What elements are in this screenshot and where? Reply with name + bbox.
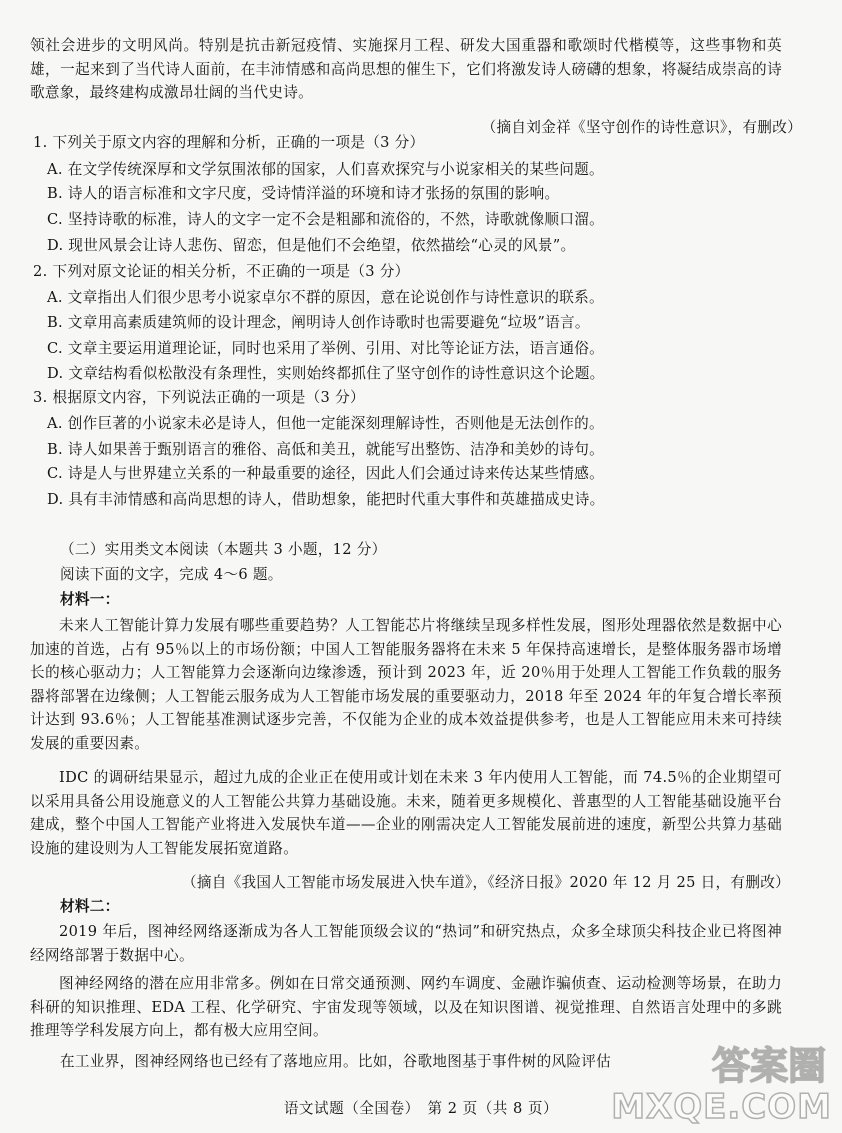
q1-stem: 1. 下列关于原文内容的理解和分析，正确的一项是（3 分） xyxy=(33,134,425,151)
q1-option-c: C. 坚持诗歌的标准，诗人的文字一定不会是粗鄙和流俗的，不然，诗歌就像顺口溜。 xyxy=(47,211,605,228)
q1-option-b: B. 诗人的语言标准和文字尺度，受诗情洋溢的环境和诗才张扬的氛围的影响。 xyxy=(47,185,560,202)
intro-source: （摘自刘金祥《坚守创作的诗性意识》，有删改） xyxy=(481,119,802,136)
material2-paragraph-2: 图神经网络的潜在应用非常多。例如在日常交通预测、网约车调度、金融诈骗侦查、运动检测等场景，在助力科研的知识推理、EDA 工程、化学研究、宇宙发现等领域，以及在知识图谱、视觉推理、自然语言处理中的多跳推理等学科发展方向上，都有极大应用空间。 xyxy=(30,975,782,1039)
q2-option-c: C. 文章主要运用道理论证，同时也采用了举例、引用、对比等论证方法，语言通俗。 xyxy=(47,340,605,357)
q1-option-a: A. 在文学传统深厚和文学氛围浓郁的国家，人们喜欢探究与小说家相关的某些问题。 xyxy=(47,161,604,178)
material1-source: （摘自《我国人工智能市场发展进入快车道》，《经济日报》2020 年 12 月 25 日，有删改） xyxy=(181,874,790,891)
material1-label: 材料一： xyxy=(60,591,120,608)
material1-paragraph-2: IDC 的调研结果显示，超过九成的企业正在使用或计划在未来 3 年内使用人工智能，而 74.5％的企业期望可以采用具备公用设施意义的人工智能公共算力基础设施。未来，随着更多规模化、普惠型的人工智能基础设施平台建成，整个中国人工智能产业将进入发展快车道——企业的刚需决定人工智能发展前进的速度，新型公共算力基础设施的建设则为人工智能发展拓宽道路。 xyxy=(30,769,782,857)
material2-label: 材料二： xyxy=(60,898,120,915)
material2-paragraph-3: 在工业界，图神经网络也已经有了落地应用。比如，谷歌地图基于事件树的风险评估 xyxy=(60,1053,612,1070)
q1-option-d: D. 现世风景会让诗人悲伤、留恋，但是他们不会绝望，依然描绘“心灵的风景”。 xyxy=(47,237,576,254)
material1-paragraph-1: 未来人工智能计算力发展有哪些重要趋势？人工智能芯片将继续呈现多样性发展，图形处理器依然是数据中心加速的首选，占有 95％以上的市场份额；中国人工智能服务器将在未来 5 年保持高速增长，是整体服务器市场增长的核心驱动力；人工智能算力会逐渐向边缘渗透，预计到 2023 年，近 20％用于处理人工智能工作负载的服务器将部署在边缘侧；人工智能云服务成为人工智能市场发展的重要驱动力，2018 年至 2024 年的年复合增长率预计达到 93.6％；人工智能基准测试逐步完善，不仅能为企业的成本效益提供参考，也是人工智能应用未来可持续发展的重要因素。 xyxy=(30,617,782,752)
q2-option-b: B. 文章用高素质建筑师的设计理念，阐明诗人创作诗歌时也需要避免“垃圾”语言。 xyxy=(47,314,590,331)
q3-option-d: D. 具有丰沛情感和高尚思想的诗人，借助想象，能把时代重大事件和英雄描成史诗。 xyxy=(47,491,605,508)
q2-option-d: D. 文章结构看似松散没有条理性，实则始终都抓住了坚守创作的诗性意识这个论题。 xyxy=(47,365,605,382)
watermark-url: MXQE.COM xyxy=(611,1087,832,1127)
material2-paragraph-1: 2019 年后，图神经网络逐渐成为各人工智能顶级会议的“热词”和研究热点，众多全球顶尖科技企业已将图神经网络部署于数据中心。 xyxy=(30,923,782,964)
q3-option-c: C. 诗是人与世界建立关系的一种最重要的途径，因此人们会通过诗来传达某些情感。 xyxy=(47,465,605,482)
q2-option-a: A. 文章指出人们很少思考小说家卓尔不群的原因，意在论说创作与诗性意识的联系。 xyxy=(47,289,604,306)
site-watermark xyxy=(611,1035,836,1127)
section2-heading: （二）实用类文本阅读（本题共 3 小题，12 分） xyxy=(60,541,387,558)
q3-option-a: A. 创作巨著的小说家未必是诗人，但他一定能深刻理解诗性，否则他是无法创作的。 xyxy=(47,415,604,432)
page-footer: 语文试题（全国卷） 第 2 页（共 8 页） xyxy=(283,1100,559,1117)
section2-instruction: 阅读下面的文字，完成 4～6 题。 xyxy=(60,566,283,583)
intro-paragraph: 领社会进步的文明风尚。特别是抗击新冠疫情、实施探月工程、研发大国重器和歌颂时代楷模等，这些事物和英雄，一起来到了当代诗人面前，在丰沛情感和高尚思想的催生下，它们将激发诗人磅礴的想象，将凝结成崇高的诗歌意象，最终建构成激昂壮阔的当代史诗。 xyxy=(30,37,782,101)
watermark-logo-text: 答案圈 xyxy=(711,1044,826,1088)
q3-stem: 3. 根据原文内容，下列说法正确的一项是（3 分） xyxy=(33,389,365,406)
q2-stem: 2. 下列对原文论证的相关分析，不正确的一项是（3 分） xyxy=(33,263,410,280)
q3-option-b: B. 诗人如果善于甄别语言的雅俗、高低和美丑，就能写出整饬、洁净和美妙的诗句。 xyxy=(47,441,605,458)
